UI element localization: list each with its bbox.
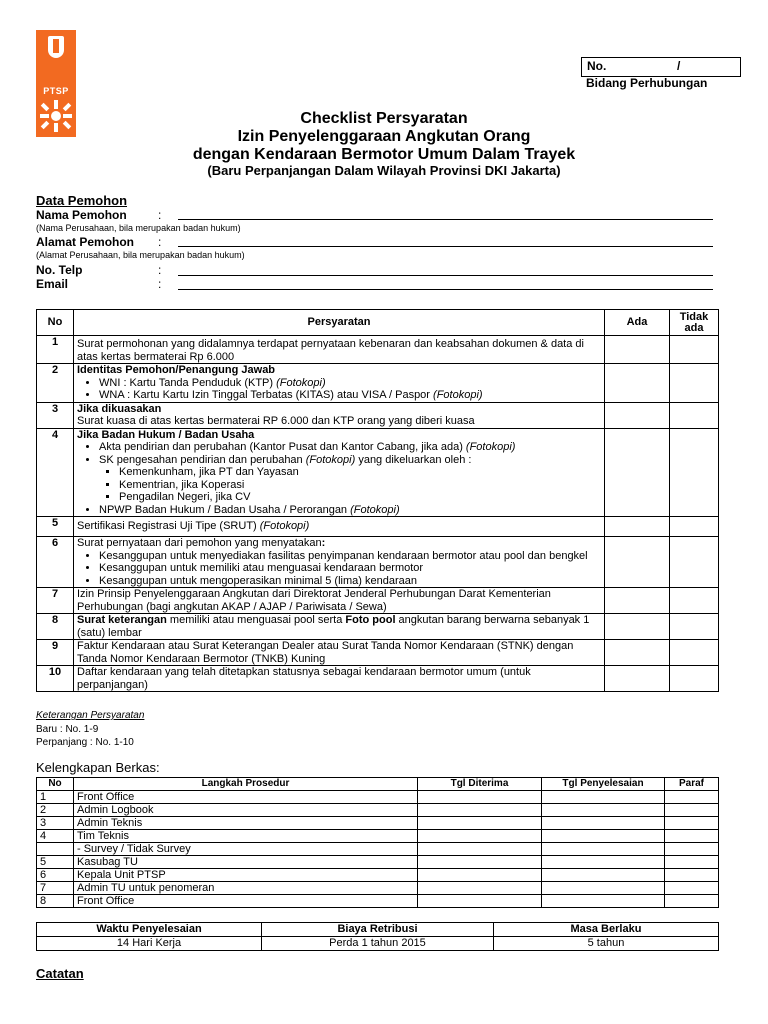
table-row bbox=[37, 614, 719, 640]
requirement-text bbox=[74, 614, 605, 640]
requirement-title: Jika Badan Hukum / Badan Usaha bbox=[77, 428, 255, 441]
table-row bbox=[37, 537, 719, 588]
step-name: Tim Teknis bbox=[74, 830, 418, 843]
tidak-ada-checkbox[interactable] bbox=[670, 666, 719, 692]
requirement-title: Identitas Pemohon/Penangung Jawab bbox=[77, 364, 276, 376]
paraf-cell[interactable] bbox=[665, 843, 719, 856]
requirement-text bbox=[74, 537, 605, 588]
tidak-ada-checkbox[interactable] bbox=[670, 364, 719, 403]
masa-value: 5 tahun bbox=[493, 937, 718, 951]
kelengkapan-heading: Kelengkapan Berkas: bbox=[36, 760, 160, 775]
nama-field[interactable] bbox=[178, 219, 713, 220]
requirements-table bbox=[36, 309, 719, 692]
table-row bbox=[37, 937, 719, 951]
list-text: Akta pendirian dan perubahan (Kantor Pusat dan Kantor Cabang, jika ada) bbox=[99, 441, 466, 453]
document-number-box bbox=[581, 57, 741, 77]
tgl-diterima-cell[interactable] bbox=[418, 882, 542, 895]
nama-note: (Nama Perusahaan, bila merupakan badan hukum) bbox=[36, 223, 241, 233]
list-text: WNI : Kartu Tanda Penduduk (KTP) bbox=[99, 376, 277, 389]
alamat-field[interactable] bbox=[178, 246, 713, 247]
table-row bbox=[37, 640, 719, 666]
requirement-body: Surat kuasa di atas kertas bermaterai RP 6.000 dan KTP orang yang diberi kuasa bbox=[77, 415, 475, 427]
requirement-text bbox=[74, 428, 605, 517]
ada-checkbox[interactable] bbox=[605, 614, 670, 640]
list-item: • Kesanggupan untuk mengoperasikan minimal 5 (lima) kendaraan bbox=[99, 575, 601, 588]
alamat-note: (Alamat Perusahaan, bila merupakan badan hukum) bbox=[36, 250, 245, 260]
row-number: 4 bbox=[37, 830, 74, 843]
table-row bbox=[37, 666, 719, 692]
requirement-bold: Surat keterangan bbox=[77, 614, 167, 626]
department-label: Bidang Perhubungan bbox=[586, 76, 708, 90]
ada-checkbox[interactable] bbox=[605, 588, 670, 614]
paraf-cell[interactable] bbox=[665, 830, 719, 843]
waktu-value: 14 Hari Kerja bbox=[37, 937, 262, 951]
header-waktu: Waktu Penyelesaian bbox=[37, 923, 262, 937]
header-tgl-diterima: Tgl Diterima bbox=[418, 778, 542, 791]
list-text: WNA : Kartu Kartu Izin Tinggal Terbatas (KITAS) atau VISA / Paspor bbox=[99, 389, 434, 401]
table-row bbox=[37, 882, 719, 895]
requirement-text: Faktur Kendaraan atau Surat Keterangan Dealer atau Surat Tanda Nomor Kendaraan (STNK) dengan Tanda Nomor Kendaraan Bermotor (TNKB) Kuning bbox=[74, 640, 605, 666]
row-number: 1 bbox=[37, 336, 74, 364]
list-italic: (Fotokopi) bbox=[465, 441, 516, 453]
tgl-diterima-cell[interactable] bbox=[418, 869, 542, 882]
row-number: 2 bbox=[37, 804, 74, 817]
requirement-text bbox=[74, 517, 605, 537]
row-number: 7 bbox=[37, 588, 74, 614]
nama-colon: : bbox=[158, 208, 162, 222]
table-row bbox=[37, 336, 719, 364]
row-number: 1 bbox=[37, 791, 74, 804]
tgl-penyelesaian-cell[interactable] bbox=[542, 817, 665, 830]
requirement-italic: (Fotokopi) bbox=[259, 520, 310, 533]
list-item bbox=[99, 389, 601, 402]
email-colon: : bbox=[158, 277, 162, 291]
tidak-ada-checkbox[interactable] bbox=[670, 537, 719, 588]
summary-table bbox=[36, 922, 719, 951]
requirement-text bbox=[74, 364, 605, 403]
paraf-cell[interactable] bbox=[665, 817, 719, 830]
step-name: Front Office bbox=[74, 895, 418, 908]
tidak-ada-checkbox[interactable] bbox=[670, 588, 719, 614]
row-number: 6 bbox=[37, 869, 74, 882]
table-row bbox=[37, 895, 719, 908]
tidak-ada-checkbox[interactable] bbox=[670, 336, 719, 364]
row-number: 5 bbox=[37, 856, 74, 869]
tidak-ada-checkbox[interactable] bbox=[670, 402, 719, 428]
list-italic: (Fotokopi) bbox=[433, 389, 483, 401]
telp-field[interactable] bbox=[178, 275, 713, 276]
requirement-text: Izin Prinsip Penyelenggaraan Angkutan dari Direktorat Jenderal Perhubungan Darat Kementerian Perhubungan (bagi angkutan AKAP / AJAP / Pariwisata / Sewa) bbox=[74, 588, 605, 614]
title-line-1: Checklist Persyaratan bbox=[300, 110, 468, 127]
jakarta-crest-icon bbox=[48, 36, 64, 58]
header-langkah: Langkah Prosedur bbox=[74, 778, 418, 791]
tgl-diterima-cell[interactable] bbox=[418, 817, 542, 830]
table-row bbox=[37, 428, 719, 517]
title-line-2: Izin Penyelenggaraan Angkutan Orang bbox=[237, 128, 531, 145]
list-italic: (Fotokopi) bbox=[350, 503, 400, 516]
requirement-body: angkutan barang berwarna sebanyak 1 (satu) lembar bbox=[77, 614, 590, 639]
ada-checkbox[interactable] bbox=[605, 640, 670, 666]
table-row bbox=[37, 791, 719, 804]
list-italic: (Fotokopi) bbox=[276, 376, 326, 389]
row-number: 9 bbox=[37, 640, 74, 666]
table-row bbox=[37, 804, 719, 817]
requirement-bold: Foto pool bbox=[345, 614, 396, 626]
tgl-penyelesaian-cell[interactable] bbox=[542, 804, 665, 817]
paraf-cell[interactable] bbox=[665, 895, 719, 908]
tgl-diterima-cell[interactable] bbox=[418, 843, 542, 856]
table-row bbox=[37, 364, 719, 403]
header-persyaratan: Persyaratan bbox=[74, 310, 605, 336]
ada-checkbox[interactable] bbox=[605, 336, 670, 364]
requirement-body: Sertifikasi Registrasi Uji Tipe (SRUT) bbox=[77, 520, 260, 533]
tgl-penyelesaian-cell[interactable] bbox=[542, 895, 665, 908]
row-number: 6 bbox=[37, 537, 74, 588]
telp-colon: : bbox=[158, 263, 162, 277]
table-row bbox=[37, 588, 719, 614]
requirement-colon: : bbox=[321, 537, 326, 549]
row-number: 4 bbox=[37, 428, 74, 517]
step-name: Admin TU untuk penomeran bbox=[74, 882, 418, 895]
keterangan-title: Keterangan Persyaratan bbox=[36, 710, 145, 721]
header-paraf: Paraf bbox=[665, 778, 719, 791]
ada-checkbox[interactable] bbox=[605, 428, 670, 517]
tgl-diterima-cell[interactable] bbox=[418, 830, 542, 843]
catatan-heading: Catatan bbox=[36, 966, 84, 981]
row-number: 10 bbox=[37, 666, 74, 692]
ada-checkbox[interactable] bbox=[605, 364, 670, 403]
email-field[interactable] bbox=[178, 289, 713, 290]
requirement-text bbox=[74, 402, 605, 428]
list-text: yang dikeluarkan oleh : bbox=[355, 453, 472, 466]
row-number bbox=[37, 843, 74, 856]
keterangan-baru: Baru : No. 1-9 bbox=[36, 724, 99, 735]
tgl-penyelesaian-cell[interactable] bbox=[542, 856, 665, 869]
paraf-cell[interactable] bbox=[665, 856, 719, 869]
sub-list-item: ▪ Kementrian, jika Koperasi bbox=[119, 479, 601, 492]
tgl-penyelesaian-cell[interactable] bbox=[542, 791, 665, 804]
sub-list-item: ▪ Pengadilan Negeri, jika CV bbox=[119, 491, 601, 504]
no-slash: / bbox=[677, 59, 681, 73]
step-name: Kepala Unit PTSP bbox=[74, 869, 418, 882]
tgl-penyelesaian-cell[interactable] bbox=[542, 843, 665, 856]
kelengkapan-table bbox=[36, 777, 719, 908]
list-item bbox=[99, 377, 601, 390]
title-line-3: dengan Kendaraan Bermotor Umum Dalam Trayek bbox=[192, 146, 576, 163]
row-number: 7 bbox=[37, 882, 74, 895]
requirement-text: Surat permohonan yang didalamnya terdapat pernyataan kebenaran dan keabsahan dokumen & data di atas kertas bermaterai Rp 6.000 bbox=[74, 336, 605, 364]
table-row bbox=[37, 817, 719, 830]
ada-checkbox[interactable] bbox=[605, 402, 670, 428]
step-name: Front Office bbox=[74, 791, 418, 804]
row-number: 5 bbox=[37, 517, 74, 537]
tgl-diterima-cell[interactable] bbox=[418, 804, 542, 817]
applicant-data-heading: Data Pemohon bbox=[36, 193, 128, 208]
table-header-row bbox=[37, 310, 719, 336]
tgl-penyelesaian-cell[interactable] bbox=[542, 869, 665, 882]
table-row bbox=[37, 869, 719, 882]
requirement-title: Jika dikuasakan bbox=[77, 402, 162, 415]
step-name: Admin Teknis bbox=[74, 817, 418, 830]
title-line-4: (Baru Perpanjangan Dalam Wilayah Provinsi DKI Jakarta) bbox=[207, 163, 561, 178]
table-row bbox=[37, 843, 719, 856]
tidak-ada-checkbox[interactable] bbox=[670, 614, 719, 640]
nama-label: Nama Pemohon bbox=[36, 208, 127, 222]
table-header-row bbox=[37, 923, 719, 937]
list-item bbox=[99, 441, 601, 454]
header-tidak-ada: Tidak ada bbox=[670, 310, 719, 336]
no-label: No. bbox=[587, 59, 607, 73]
table-row bbox=[37, 517, 719, 537]
tgl-diterima-cell[interactable] bbox=[418, 895, 542, 908]
alamat-colon: : bbox=[158, 235, 162, 249]
step-name: Admin Logbook bbox=[74, 804, 418, 817]
ada-checkbox[interactable] bbox=[605, 517, 670, 537]
list-item bbox=[99, 454, 601, 504]
paraf-cell[interactable] bbox=[665, 791, 719, 804]
paraf-cell[interactable] bbox=[665, 869, 719, 882]
tidak-ada-checkbox[interactable] bbox=[670, 517, 719, 537]
step-name: Kasubag TU bbox=[74, 856, 418, 869]
keterangan-perpanjang: Perpanjang : No. 1-10 bbox=[36, 737, 134, 748]
tidak-ada-checkbox[interactable] bbox=[670, 640, 719, 666]
email-label: Email bbox=[36, 277, 69, 291]
requirement-body: Surat pernyataan dari pemohon yang menyatakan bbox=[77, 537, 322, 549]
paraf-cell[interactable] bbox=[665, 804, 719, 817]
row-number: 8 bbox=[37, 614, 74, 640]
logo-text: PTSP bbox=[43, 86, 69, 96]
list-item: • Kesanggupan untuk memiliki atau menguasai kendaraan bermotor bbox=[99, 562, 601, 575]
row-number: 2 bbox=[37, 364, 74, 403]
row-number: 8 bbox=[37, 895, 74, 908]
requirement-text: Daftar kendaraan yang telah ditetapkan statusnya sebagai kendaraan bermotor umum (untuk perpanjangan) bbox=[74, 666, 605, 692]
telp-label: No. Telp bbox=[36, 263, 83, 277]
list-item: • Kesanggupan untuk menyediakan fasilitas penyimpanan kendaraan bermotor atau pool dan bengkel bbox=[99, 550, 601, 563]
header-masa: Masa Berlaku bbox=[493, 923, 718, 937]
header-biaya: Biaya Retribusi bbox=[262, 923, 494, 937]
tgl-penyelesaian-cell[interactable] bbox=[542, 882, 665, 895]
list-text: NPWP Badan Hukum / Badan Usaha / Perorangan bbox=[99, 503, 351, 516]
table-row bbox=[37, 830, 719, 843]
header-no: No bbox=[37, 778, 74, 791]
ada-checkbox[interactable] bbox=[605, 537, 670, 588]
sub-list-item: ▪ Kemenkunham, jika PT dan Yayasan bbox=[119, 466, 601, 479]
list-italic: (Fotokopi) bbox=[305, 453, 356, 466]
list-text: SK pengesahan pendirian dan perubahan bbox=[99, 453, 306, 466]
row-number: 3 bbox=[37, 402, 74, 428]
list-item bbox=[99, 504, 601, 517]
tidak-ada-checkbox[interactable] bbox=[670, 428, 719, 517]
step-name: - Survey / Tidak Survey bbox=[74, 843, 418, 856]
table-header-row bbox=[37, 778, 719, 791]
table-row bbox=[37, 856, 719, 869]
tgl-diterima-cell[interactable] bbox=[418, 856, 542, 869]
tgl-penyelesaian-cell[interactable] bbox=[542, 830, 665, 843]
paraf-cell[interactable] bbox=[665, 882, 719, 895]
biaya-value: Perda 1 tahun 2015 bbox=[262, 937, 494, 951]
row-number: 3 bbox=[37, 817, 74, 830]
header-tgl-penyelesaian: Tgl Penyelesaian bbox=[542, 778, 665, 791]
table-row bbox=[37, 402, 719, 428]
header-no: No bbox=[37, 310, 74, 336]
requirement-body: memiliki atau menguasai pool serta bbox=[166, 614, 346, 626]
ada-checkbox[interactable] bbox=[605, 666, 670, 692]
header-ada: Ada bbox=[605, 310, 670, 336]
alamat-label: Alamat Pemohon bbox=[36, 235, 135, 249]
tgl-diterima-cell[interactable] bbox=[418, 791, 542, 804]
